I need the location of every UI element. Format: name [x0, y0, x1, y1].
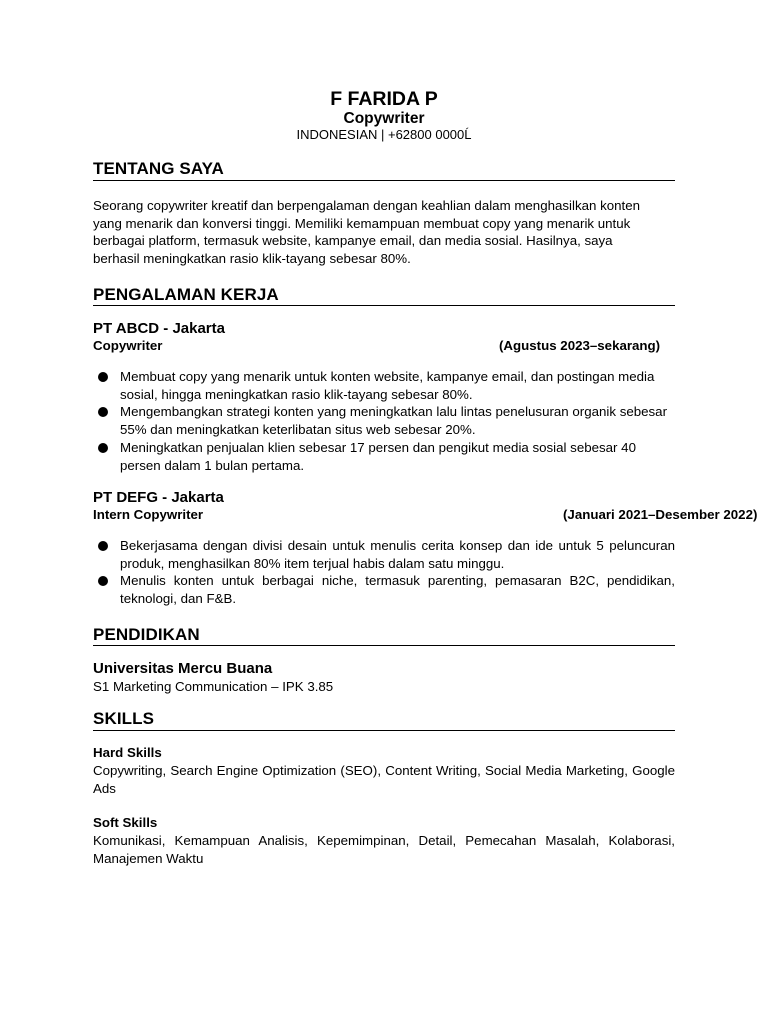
about-text: Seorang copywriter kreatif dan berpengalaman dengan keahlian dalam menghasilkan konten yang menarik dan konversi tinggi. Memiliki kemampuan membuat copy yang menarik untuk berbagai platform, termasuk website, kampanye email, dan media sosial. Hasilnya, saya berhasil meningkatkan rasio klik-tayang sebesar 80%.: [93, 198, 641, 266]
section-divider-experience: [93, 305, 675, 306]
hard-skills-text: Copywriting, Search Engine Optimization (SEO), Content Writing, Social Media Marketing, Google Ads: [93, 763, 675, 796]
candidate-contact: INDONESIAN | +62800 0000Ĺ: [296, 127, 472, 142]
section-divider-about: [93, 180, 675, 181]
job-bullets: [93, 368, 675, 474]
section-title-skills: SKILLS: [93, 709, 155, 728]
bullet-dot-icon: [98, 576, 108, 586]
job-bullet-text: Membuat copy yang menarik untuk konten website, kampanye email, dan postingan media sosial, hingga meningkatkan rasio klik-tayang sebesar 80%.: [120, 369, 655, 402]
soft-skills-title: Soft Skills: [93, 815, 158, 830]
job-bullet-item: [93, 537, 675, 572]
section-divider-education: [93, 645, 675, 646]
job-bullet-item: [93, 403, 675, 438]
education-degree: S1 Marketing Communication – IPK 3.85: [93, 679, 334, 694]
candidate-name: F FARIDA P: [330, 88, 438, 110]
section-title-education: PENDIDIKAN: [93, 625, 200, 644]
section-title-experience: PENGALAMAN KERJA: [93, 285, 279, 304]
job-bullet-text: Mengembangkan strategi konten yang meningkatkan lalu lintas penelusuran organik sebesar 55% dan meningkatkan keterlibatan situs web sebesar 20%.: [120, 404, 667, 438]
job-company: PT ABCD - Jakarta: [93, 320, 225, 337]
job-bullet-item: [93, 572, 675, 607]
bullet-dot-icon: [98, 372, 108, 382]
job-position: Intern Copywriter: [93, 507, 204, 522]
job-period: (Agustus 2023–sekarang): [499, 338, 661, 353]
job-period: (Januari 2021–Desember 2022): [563, 507, 758, 522]
job-bullet-text: Meningkatkan penjualan klien sebesar 17 persen dan pengikut media sosial sebesar 40 persen dalam 1 bulan pertama.: [120, 439, 636, 473]
section-title-about: TENTANG SAYA: [93, 159, 224, 178]
bullet-dot-icon: [98, 443, 108, 453]
job-position: Copywriter: [93, 338, 163, 353]
hard-skills-title: Hard Skills: [93, 745, 162, 760]
job-bullet-text: Menulis konten untuk berbagai niche, termasuk parenting, pemasaran B2C, pendidikan, teknologi, dan F&B.: [120, 573, 675, 607]
soft-skills-text: Komunikasi, Kemampuan Analisis, Kepemimpinan, Detail, Pemecahan Masalah, Kolaborasi, Manajemen Waktu: [93, 833, 675, 866]
section-divider-skills: [93, 730, 675, 731]
job-bullets: [93, 537, 675, 608]
job-company: PT DEFG - Jakarta: [93, 489, 224, 506]
candidate-role: Copywriter: [343, 110, 425, 127]
job-bullet-item: [93, 439, 675, 474]
job-bullet-item: [93, 368, 675, 403]
bullet-dot-icon: [98, 407, 108, 417]
bullet-dot-icon: [98, 541, 108, 551]
job-bullet-text: Bekerjasama dengan divisi desain untuk menulis cerita konsep dan ide untuk 5 peluncuran produk, menghasilkan 80% item terjual habis dalam satu minggu.: [120, 538, 675, 571]
education-school: Universitas Mercu Buana: [93, 660, 273, 677]
